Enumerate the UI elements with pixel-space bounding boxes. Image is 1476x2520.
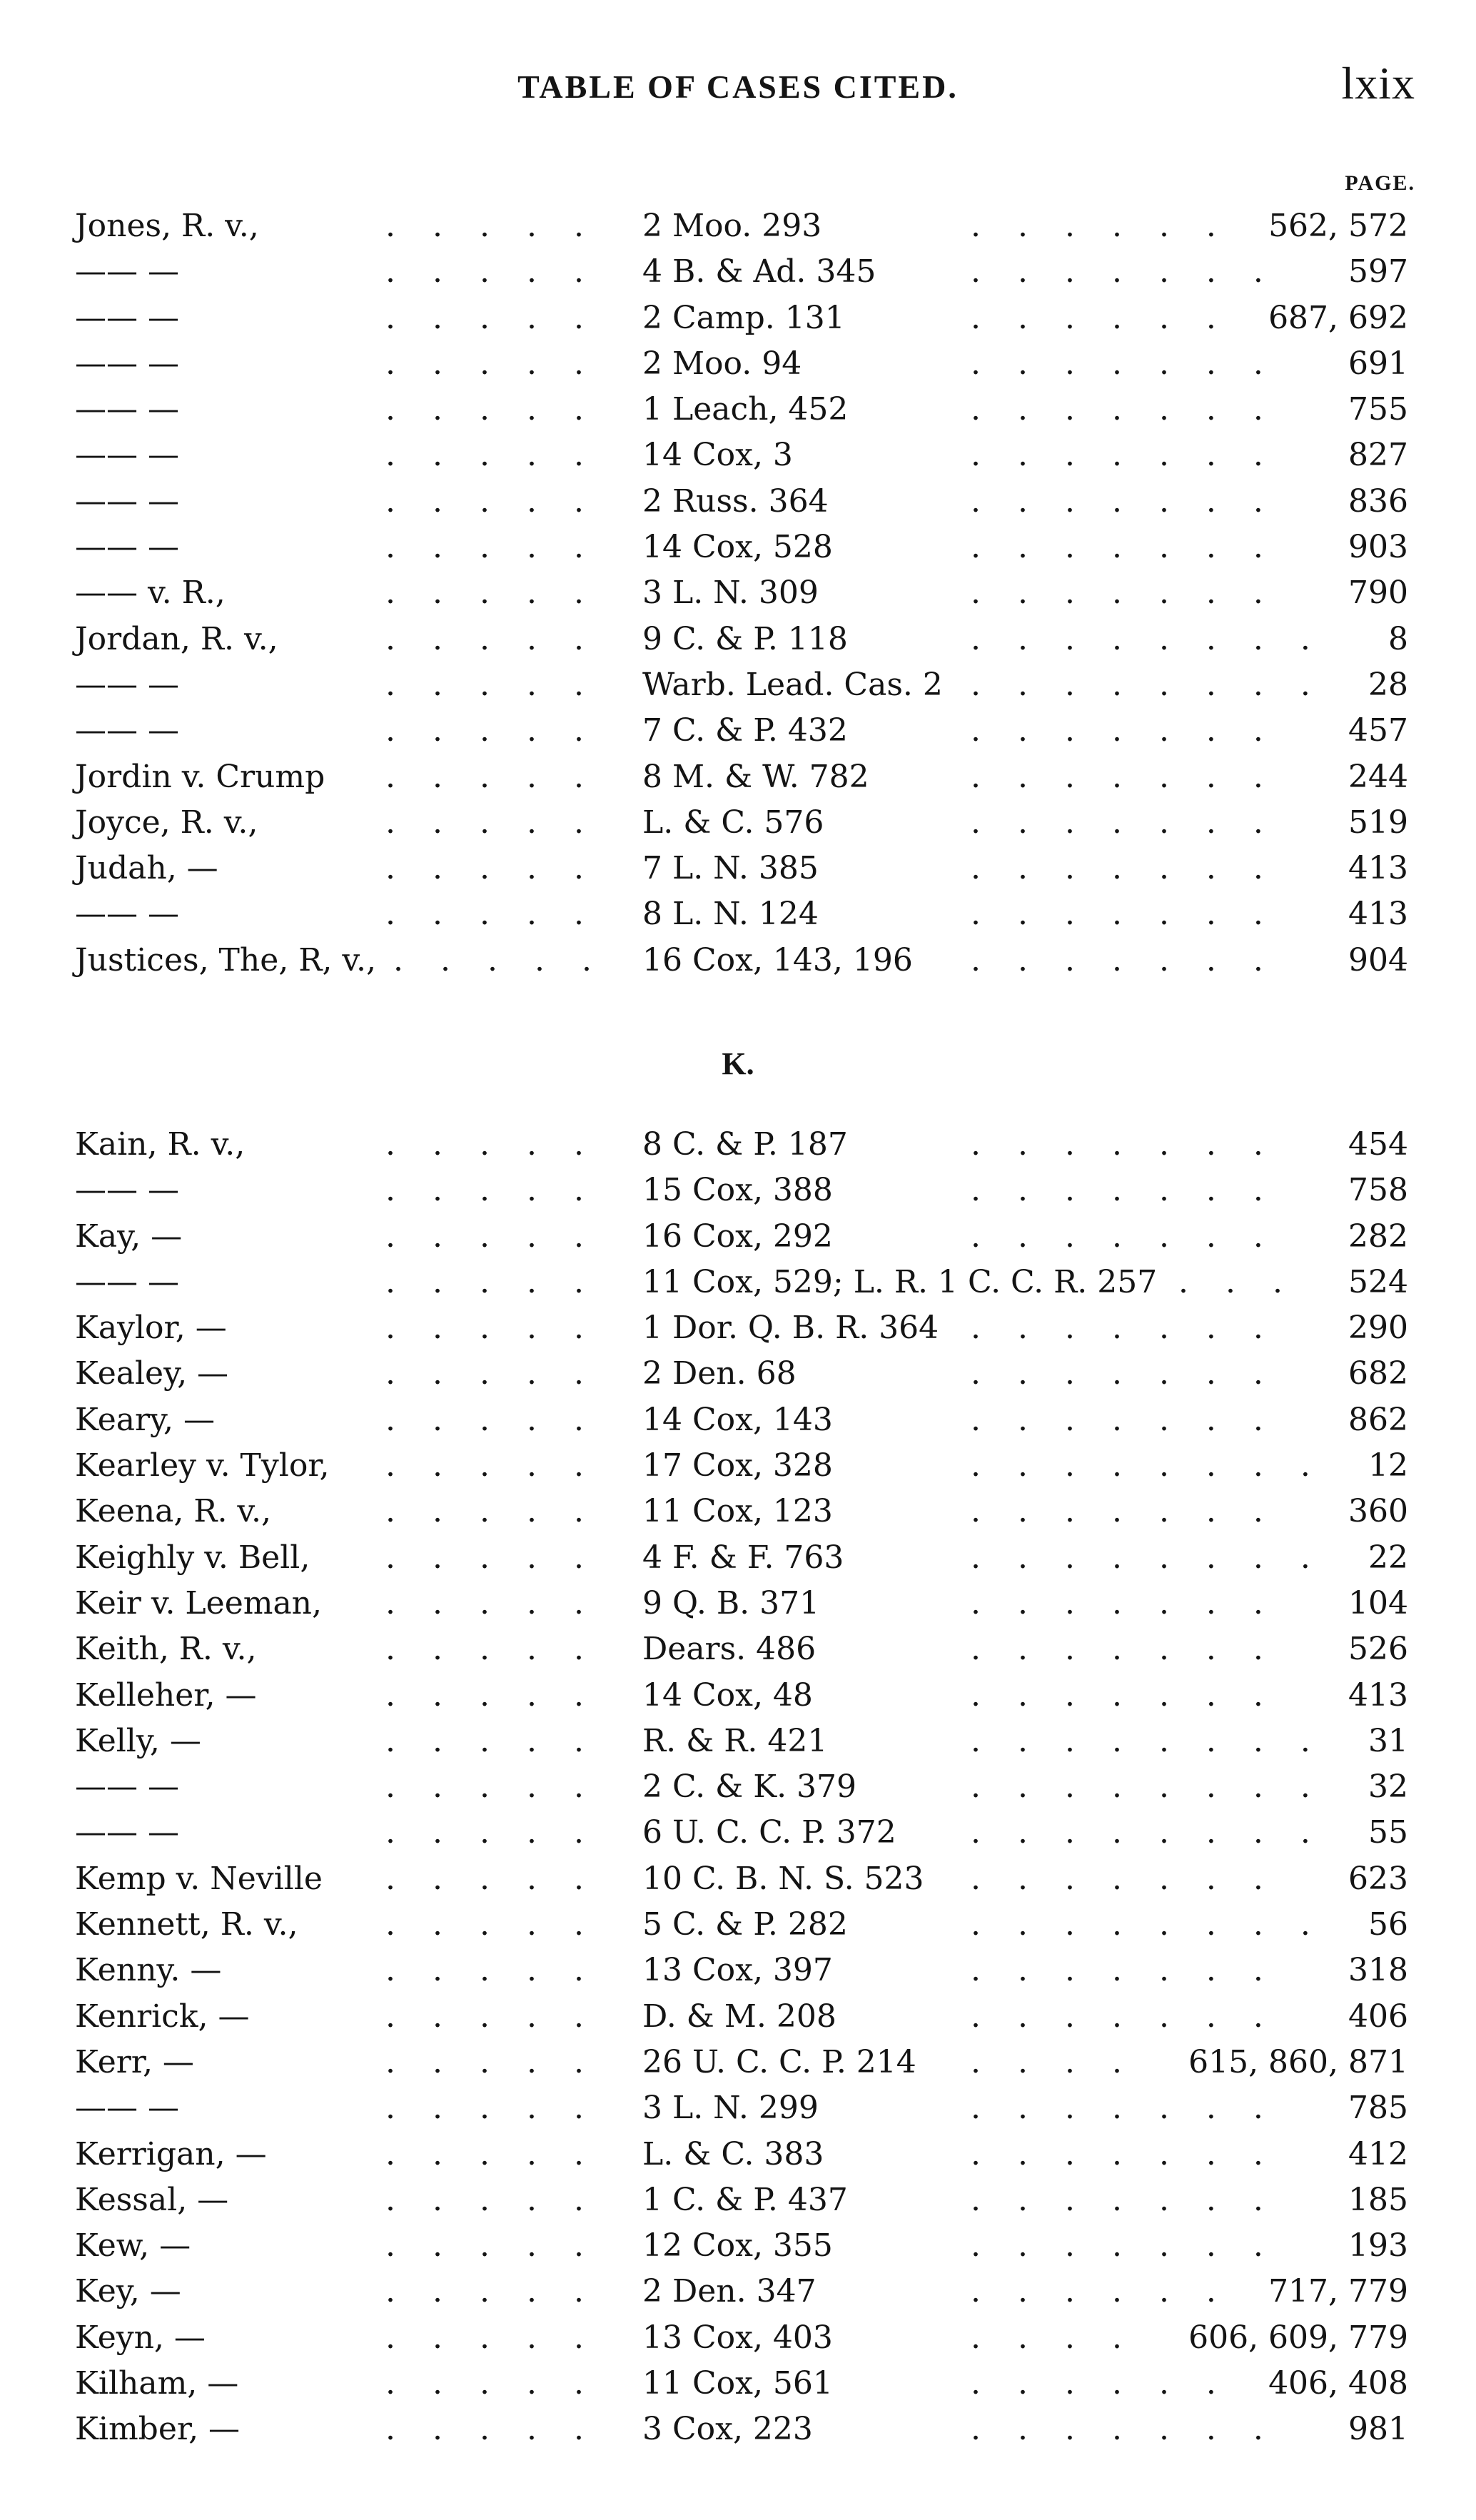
citation: 14 Cox, 3 (642, 437, 793, 474)
leader-dots: ....... (971, 941, 1300, 978)
citation: 14 Cox, 143 (642, 1401, 833, 1438)
page-references: 12 (1368, 1447, 1408, 1484)
leader-dots: ..... (385, 1631, 621, 1668)
page-references: 185 (1348, 2181, 1408, 2218)
section-letter-k: K. (722, 1046, 754, 1081)
table-row (0, 1351, 1476, 1397)
leader-dots: ....... (971, 391, 1300, 428)
citation: 9 C. & P. 118 (642, 620, 848, 657)
leader-dots: ..... (385, 804, 621, 841)
page-number: lxix (1341, 58, 1415, 108)
leader-dots: ..... (385, 758, 621, 795)
page-references: 413 (1348, 1676, 1408, 1714)
leader-dots: ..... (385, 253, 621, 290)
table-row (0, 2085, 1476, 2131)
page-references: 282 (1348, 1218, 1408, 1255)
page-references: 562, 572 (1268, 208, 1408, 244)
leader-dots: .... (971, 2319, 1159, 2356)
leader-dots: ....... (971, 758, 1300, 795)
leader-dots: ..... (385, 2135, 621, 2172)
page-references: 28 (1368, 666, 1408, 703)
case-name: Jones, R. v., (75, 208, 259, 244)
table-row (0, 2132, 1476, 2177)
citation: 3 L. N. 309 (642, 575, 819, 612)
citation: 8 C. & P. 187 (642, 1126, 848, 1163)
leader-dots: ..... (385, 437, 621, 474)
page-references: 318 (1348, 1952, 1408, 1989)
table-row (0, 2223, 1476, 2269)
page-references: 524 (1348, 1263, 1408, 1300)
case-name: Kerr, — (75, 2043, 194, 2080)
page-references: 758 (1348, 1172, 1408, 1209)
citation: 4 F. & F. 763 (642, 1539, 844, 1576)
citation: 15 Cox, 388 (642, 1172, 833, 1209)
leader-dots: ....... (971, 529, 1300, 566)
case-name: Kenrick, — (75, 1998, 250, 2035)
leader-dots: ..... (385, 575, 621, 612)
leader-dots: ....... (971, 1172, 1300, 1209)
citation: 9 Q. B. 371 (642, 1584, 820, 1621)
table-row (0, 1443, 1476, 1489)
leader-dots: ..... (385, 1584, 621, 1621)
table-row (0, 1626, 1476, 1672)
leader-dots: ..... (385, 2181, 621, 2218)
citation: 3 Cox, 223 (642, 2411, 813, 2448)
case-name: —— — (75, 1768, 179, 1806)
citation: 2 Russ. 364 (642, 482, 829, 520)
table-row (0, 2361, 1476, 2407)
case-name: —— — (75, 1172, 179, 1209)
page-references: 827 (1348, 437, 1408, 474)
leader-dots: ....... (971, 1355, 1300, 1392)
table-row (0, 2407, 1476, 2452)
table-row (0, 662, 1476, 708)
leader-dots: ..... (385, 1814, 621, 1851)
case-name: Keary, — (75, 1401, 215, 1438)
case-name: Kerrigan, — (75, 2135, 267, 2172)
table-row (0, 2269, 1476, 2314)
page-references: 244 (1348, 758, 1408, 795)
citation: Warb. Lead. Cas. 2 (642, 666, 943, 703)
case-name: —— — (75, 666, 179, 703)
page-references: 836 (1348, 482, 1408, 520)
case-name: Keir v. Leeman, (75, 1584, 323, 1621)
case-name: Justices, The, R, v., (75, 941, 376, 978)
table-row (0, 203, 1476, 249)
table-row (0, 1994, 1476, 2040)
citation: L. & C. 383 (642, 2135, 824, 2172)
citation: 26 U. C. C. P. 214 (642, 2043, 916, 2080)
leader-dots: ..... (385, 1906, 621, 1943)
citation: 16 Cox, 292 (642, 1218, 833, 1255)
case-name: Keith, R. v., (75, 1631, 257, 1668)
citation: 11 Cox, 123 (642, 1493, 833, 1530)
citation: 2 Moo. 94 (642, 345, 802, 382)
citation: 16 Cox, 143, 196 (642, 941, 913, 978)
table-row (0, 800, 1476, 846)
page-references: 290 (1348, 1310, 1408, 1347)
case-name: Kelly, — (75, 1722, 201, 1759)
table-row (0, 1214, 1476, 1260)
leader-dots: ..... (385, 2411, 621, 2448)
page-references: 597 (1348, 253, 1408, 290)
section-k-list (0, 1122, 1476, 2453)
table-row (0, 891, 1476, 937)
case-name: Kennett, R. v., (75, 1906, 298, 1943)
page-references: 8 (1388, 620, 1408, 657)
leader-dots: ...... (971, 2273, 1253, 2310)
case-name: Kay, — (75, 1218, 183, 1255)
leader-dots: ..... (385, 1768, 621, 1806)
page-references: 31 (1368, 1722, 1408, 1759)
table-row (0, 432, 1476, 478)
section-j-list (0, 203, 1476, 983)
page-references: 519 (1348, 804, 1408, 841)
citation: 1 Leach, 452 (642, 391, 849, 428)
leader-dots: ..... (385, 1310, 621, 1347)
leader-dots: ....... (971, 1676, 1300, 1714)
page-references: 454 (1348, 1126, 1408, 1163)
case-name: Judah, — (75, 850, 218, 887)
table-row (0, 1856, 1476, 1902)
citation: 2 Camp. 131 (642, 299, 845, 336)
page-references: 862 (1348, 1401, 1408, 1438)
leader-dots: ....... (971, 2227, 1300, 2265)
table-row (0, 387, 1476, 432)
leader-dots: ....... (971, 1860, 1300, 1897)
leader-dots: ..... (385, 712, 621, 749)
case-name: —— — (75, 345, 179, 382)
page-references: 360 (1348, 1493, 1408, 1530)
citation: 10 C. B. N. S. 523 (642, 1860, 924, 1897)
leader-dots: ..... (385, 529, 621, 566)
leader-dots: ..... (385, 2365, 621, 2402)
citation: 14 Cox, 48 (642, 1676, 813, 1714)
case-name: Kelleher, — (75, 1676, 257, 1714)
table-row (0, 1764, 1476, 1810)
citation: 12 Cox, 355 (642, 2227, 833, 2265)
leader-dots: ....... (971, 1631, 1300, 1668)
leader-dots: ..... (385, 1493, 621, 1530)
page-references: 785 (1348, 2090, 1408, 2127)
case-name: Keena, R. v., (75, 1493, 272, 1530)
leader-dots: ........ (971, 1768, 1348, 1806)
leader-dots: ..... (385, 620, 621, 657)
table-row (0, 249, 1476, 295)
leader-dots: ........ (971, 1447, 1348, 1484)
case-name: —— — (75, 896, 179, 933)
page-references: 55 (1368, 1814, 1408, 1851)
leader-dots: ..... (385, 1676, 621, 1714)
leader-dots: ....... (971, 345, 1300, 382)
table-row (0, 1397, 1476, 1443)
page-references: 412 (1348, 2135, 1408, 2172)
leader-dots: ..... (385, 1263, 621, 1300)
leader-dots: ..... (385, 850, 621, 887)
case-name: Key, — (75, 2273, 181, 2310)
leader-dots: ....... (971, 1998, 1300, 2035)
case-name: Joyce, R. v., (75, 804, 258, 841)
leader-dots: ..... (385, 208, 621, 244)
citation: 5 C. & P. 282 (642, 1906, 848, 1943)
leader-dots: ....... (971, 1952, 1300, 1989)
case-name: Kew, — (75, 2227, 191, 2265)
leader-dots: .... (971, 2043, 1159, 2080)
citation: L. & C. 576 (642, 804, 824, 841)
citation: 7 C. & P. 432 (642, 712, 848, 749)
case-name: —— — (75, 1263, 179, 1300)
table-row (0, 1535, 1476, 1581)
leader-dots: ....... (971, 1493, 1300, 1530)
table-row (0, 1673, 1476, 1719)
leader-dots: ....... (971, 1401, 1300, 1438)
leader-dots: ....... (971, 896, 1300, 933)
citation: D. & M. 208 (642, 1998, 836, 2035)
citation: 6 U. C. C. P. 372 (642, 1814, 896, 1851)
case-name: Keighly v. Bell, (75, 1539, 310, 1576)
table-row (0, 1305, 1476, 1351)
page-references: 682 (1348, 1355, 1408, 1392)
citation: 11 Cox, 529; L. R. 1 C. C. R. 257 (642, 1263, 1158, 1300)
leader-dots: ..... (385, 2273, 621, 2310)
leader-dots: ..... (393, 941, 629, 978)
leader-dots: ..... (385, 1218, 621, 1255)
leader-dots: ....... (971, 2411, 1300, 2448)
leader-dots: ........ (971, 620, 1348, 657)
case-name: —— — (75, 2090, 179, 2127)
leader-dots: ..... (385, 2090, 621, 2127)
leader-dots: ........ (971, 1539, 1348, 1576)
citation: 4 B. & Ad. 345 (642, 253, 876, 290)
citation: 2 Moo. 293 (642, 208, 822, 244)
case-name: —— v. R., (75, 575, 226, 612)
leader-dots: ..... (385, 2043, 621, 2080)
page-references: 717, 779 (1268, 2273, 1408, 2310)
leader-dots: ..... (385, 1447, 621, 1484)
table-row (0, 938, 1476, 983)
citation: 2 C. & K. 379 (642, 1768, 857, 1806)
leader-dots: ..... (385, 1860, 621, 1897)
page-references: 32 (1368, 1768, 1408, 1806)
page-references: 755 (1348, 391, 1408, 428)
leader-dots: ... (1178, 1263, 1320, 1300)
page-references: 623 (1348, 1860, 1408, 1897)
table-row (0, 1581, 1476, 1626)
leader-dots: ..... (385, 1172, 621, 1209)
leader-dots: ....... (971, 1584, 1300, 1621)
case-name: Kain, R. v., (75, 1126, 246, 1163)
citation: 1 Dor. Q. B. R. 364 (642, 1310, 939, 1347)
citation: 2 Den. 347 (642, 2273, 817, 2310)
table-row (0, 1948, 1476, 1993)
case-name: —— — (75, 299, 179, 336)
table-row (0, 754, 1476, 800)
case-name: —— — (75, 482, 179, 520)
table-row (0, 1810, 1476, 1856)
leader-dots: ....... (971, 712, 1300, 749)
case-name: Kenny. — (75, 1952, 222, 1989)
page-references: 413 (1348, 896, 1408, 933)
leader-dots: ..... (385, 1355, 621, 1392)
case-name: —— — (75, 437, 179, 474)
leader-dots: ..... (385, 1952, 621, 1989)
page-references: 790 (1348, 575, 1408, 612)
case-name: —— — (75, 529, 179, 566)
citation: 13 Cox, 397 (642, 1952, 833, 1989)
case-name: —— — (75, 712, 179, 749)
leader-dots: ..... (385, 2227, 621, 2265)
leader-dots: ..... (385, 482, 621, 520)
leader-dots: ........ (971, 1906, 1348, 1943)
table-row (0, 2177, 1476, 2223)
leader-dots: ..... (385, 1722, 621, 1759)
page-references: 687, 692 (1268, 299, 1408, 336)
table-row (0, 525, 1476, 570)
leader-dots: ..... (385, 896, 621, 933)
citation: 17 Cox, 328 (642, 1447, 833, 1484)
leader-dots: ..... (385, 2319, 621, 2356)
citation: Dears. 486 (642, 1631, 817, 1668)
page-references: 606, 609, 779 (1188, 2319, 1408, 2356)
leader-dots: ..... (385, 1126, 621, 1163)
citation: 8 L. N. 124 (642, 896, 819, 933)
running-title: TABLE OF CASES CITED. (517, 69, 959, 105)
page-references: 457 (1348, 712, 1408, 749)
leader-dots: ....... (971, 850, 1300, 887)
table-row (0, 2040, 1476, 2085)
case-name: —— — (75, 391, 179, 428)
leader-dots: ....... (971, 1310, 1300, 1347)
leader-dots: ..... (385, 391, 621, 428)
leader-dots: ....... (971, 575, 1300, 612)
case-name: —— — (75, 1814, 179, 1851)
leader-dots: ....... (971, 2135, 1300, 2172)
table-row (0, 846, 1476, 891)
table-row (0, 1260, 1476, 1305)
leader-dots: ....... (971, 2090, 1300, 2127)
leader-dots: ....... (971, 1218, 1300, 1255)
leader-dots: ....... (971, 804, 1300, 841)
citation: R. & R. 421 (642, 1722, 828, 1759)
case-name: Kearley v. Tylor, (75, 1447, 330, 1484)
page-references: 903 (1348, 529, 1408, 566)
case-name: Jordan, R. v., (75, 620, 278, 657)
leader-dots: ....... (971, 1126, 1300, 1163)
leader-dots: ....... (971, 2181, 1300, 2218)
page-references: 981 (1348, 2411, 1408, 2448)
case-name: Jordin v. Crump (75, 758, 325, 795)
page-column-heading: PAGE. (1345, 171, 1415, 195)
citation: 3 L. N. 299 (642, 2090, 819, 2127)
leader-dots: ..... (385, 1998, 621, 2035)
case-name: Kealey, — (75, 1355, 229, 1392)
case-name: —— — (75, 253, 179, 290)
case-name: Kilham, — (75, 2365, 239, 2402)
table-row (0, 341, 1476, 387)
citation: 13 Cox, 403 (642, 2319, 833, 2356)
case-name: Kemp v. Neville (75, 1860, 323, 1897)
table-row (0, 1489, 1476, 1534)
leader-dots: ....... (971, 482, 1300, 520)
page-references: 56 (1368, 1906, 1408, 1943)
page-references: 413 (1348, 850, 1408, 887)
citation: 14 Cox, 528 (642, 529, 833, 566)
page-references: 691 (1348, 345, 1408, 382)
table-row (0, 1902, 1476, 1948)
leader-dots: ...... (971, 208, 1253, 244)
case-name: Kimber, — (75, 2411, 241, 2448)
citation: 7 L. N. 385 (642, 850, 819, 887)
citation: 2 Den. 68 (642, 1355, 797, 1392)
table-row (0, 570, 1476, 616)
leader-dots: ...... (971, 299, 1253, 336)
page-references: 22 (1368, 1539, 1408, 1576)
table-row (0, 479, 1476, 525)
page-references: 526 (1348, 1631, 1408, 1668)
case-name: Kaylor, — (75, 1310, 227, 1347)
table-row (0, 295, 1476, 341)
leader-dots: ...... (971, 2365, 1253, 2402)
case-name: Keyn, — (75, 2319, 206, 2356)
page-references: 615, 860, 871 (1188, 2043, 1408, 2080)
leader-dots: ....... (971, 437, 1300, 474)
table-row (0, 708, 1476, 754)
page-references: 104 (1348, 1584, 1408, 1621)
table-row (0, 617, 1476, 662)
leader-dots: ..... (385, 345, 621, 382)
table-row (0, 2315, 1476, 2361)
leader-dots: ....... (971, 253, 1300, 290)
table-row (0, 1168, 1476, 1213)
page-references: 193 (1348, 2227, 1408, 2265)
leader-dots: ........ (971, 666, 1348, 703)
leader-dots: ..... (385, 1539, 621, 1576)
leader-dots: ........ (971, 1814, 1348, 1851)
leader-dots: ..... (385, 299, 621, 336)
table-row (0, 1122, 1476, 1168)
leader-dots: ..... (385, 666, 621, 703)
citation: 11 Cox, 561 (642, 2365, 833, 2402)
citation: 1 C. & P. 437 (642, 2181, 848, 2218)
case-name: Kessal, — (75, 2181, 229, 2218)
table-row (0, 1719, 1476, 1764)
page-references: 406 (1348, 1998, 1408, 2035)
leader-dots: ..... (385, 1401, 621, 1438)
page-references: 904 (1348, 941, 1408, 978)
citation: 8 M. & W. 782 (642, 758, 869, 795)
page-references: 406, 408 (1268, 2365, 1408, 2402)
leader-dots: ........ (971, 1722, 1348, 1759)
